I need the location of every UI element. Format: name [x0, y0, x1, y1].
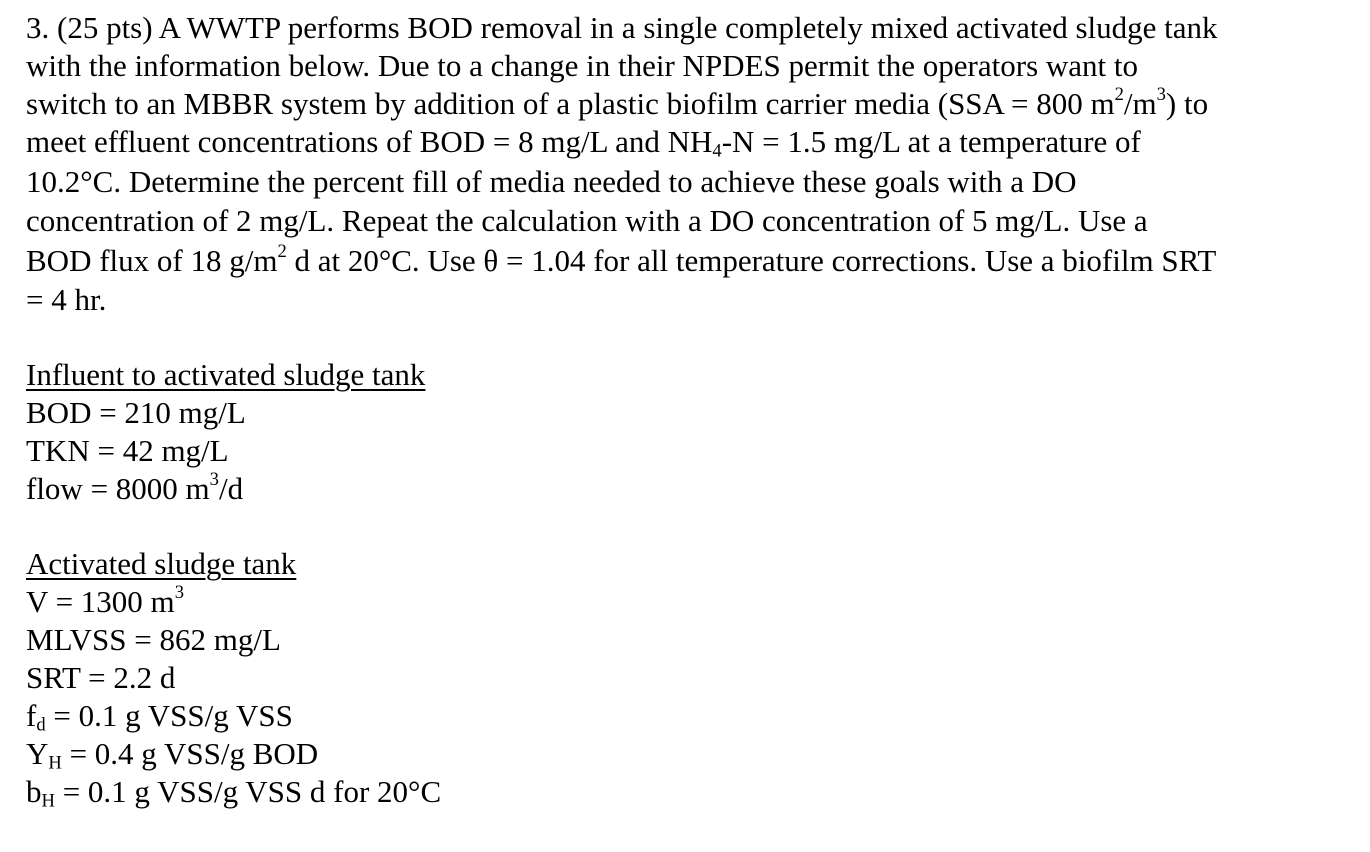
text-run: Y [26, 736, 49, 771]
tank-mlvss: MLVSS = 862 mg/L [26, 622, 281, 657]
problem-line-8: = 4 hr. [26, 282, 107, 317]
text-run: = 0.1 g VSS/g VSS d for 20°C [54, 774, 442, 809]
superscript: 2 [1114, 84, 1124, 106]
text-run: switch to an MBBR system by addition of a plastic biofilm carrier media (SSA = 800 m [26, 86, 1115, 121]
text-run: /m [1123, 86, 1157, 121]
influent-bod: BOD = 210 mg/L [26, 395, 246, 430]
text-run: -N = 1.5 mg/L at a temperature of [721, 124, 1141, 159]
subscript: d [36, 714, 46, 736]
text-run: BOD flux of 18 g/m [26, 243, 278, 278]
text-run: f [26, 698, 37, 733]
subscript: H [48, 752, 62, 774]
tank-srt: SRT = 2.2 d [26, 660, 176, 695]
text-run: ) to [1165, 86, 1209, 121]
subscript: 4 [712, 140, 722, 162]
text-run: meet effluent concentrations of BOD = 8 mg/L and NH [26, 124, 713, 159]
text-run: V = 1300 m [26, 584, 175, 619]
text-run: flow = 8000 m [26, 471, 210, 506]
tank-fd [26, 697, 441, 735]
tank-heading: Activated sludge tank [26, 546, 297, 581]
text-run: = 0.4 g VSS/g BOD [61, 736, 319, 771]
text-run: d at 20°C. Use θ = 1.04 for all temperature corrections. Use a biofilm SRT [286, 243, 1217, 278]
influent-section [26, 356, 425, 508]
superscript: 3 [1156, 84, 1166, 106]
superscript: 2 [277, 241, 287, 263]
tank-bh [26, 773, 441, 811]
superscript: 3 [209, 469, 219, 491]
tank-volume [26, 583, 441, 621]
text-run: /d [218, 471, 244, 506]
problem-line-5: 10.2°C. Determine the percent fill of media needed to achieve these goals with a DO [26, 164, 1077, 199]
influent-flow [26, 470, 425, 508]
subscript: H [41, 790, 55, 812]
problem-line-1: 3. (25 pts) A WWTP performs BOD removal in a single completely mixed activated sludge tank [26, 10, 1218, 45]
influent-tkn: TKN = 42 mg/L [26, 433, 229, 468]
influent-heading: Influent to activated sludge tank [26, 357, 426, 392]
problem-line-6: concentration of 2 mg/L. Repeat the calculation with a DO concentration of 5 mg/L. Use a [26, 203, 1148, 238]
problem-line-3 [26, 85, 1336, 123]
problem-line-7 [26, 240, 1336, 281]
tank-section [26, 545, 441, 811]
text-run: b [26, 774, 42, 809]
superscript: 3 [174, 582, 184, 604]
problem-line-4 [26, 123, 1336, 161]
problem-statement [26, 9, 1336, 319]
tank-yh [26, 735, 441, 773]
text-run: = 0.1 g VSS/g VSS [45, 698, 293, 733]
problem-line-2: with the information below. Due to a change in their NPDES permit the operators want to [26, 48, 1139, 83]
